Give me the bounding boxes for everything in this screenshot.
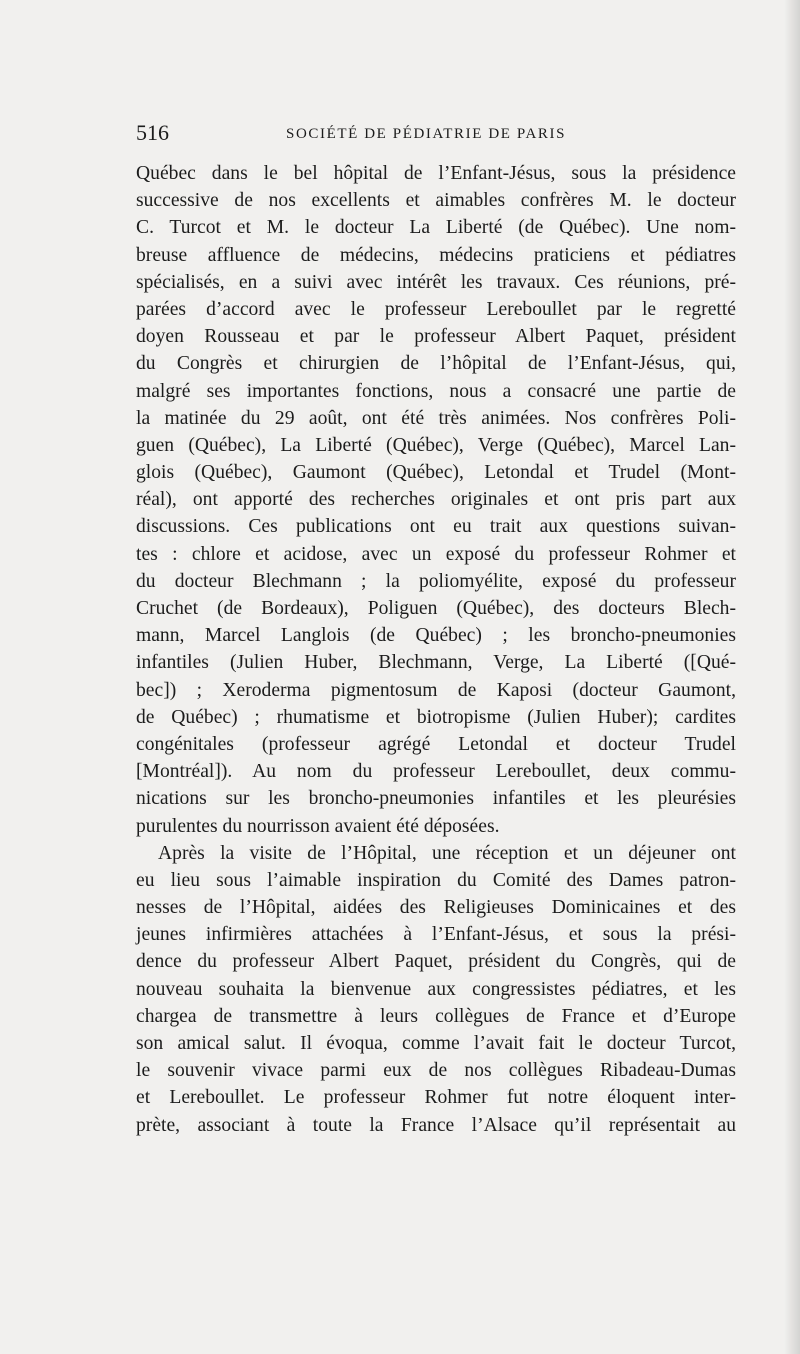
- text-line: purulentes du nourrisson avaient été déposées.: [136, 815, 500, 837]
- paragraph: [136, 160, 736, 840]
- text-line: son amical salut. Il évoqua, comme l’avait fait le docteur Turcot,: [136, 1033, 736, 1054]
- text-line: réal), ont apporté des recherches originales et ont pris part aux: [136, 489, 736, 511]
- text-line: breuse affluence de médecins, médecins praticiens et pédiatres: [136, 244, 736, 266]
- text-line: nouveau souhaita la bienvenue aux congressistes pédiatres, et les: [136, 978, 736, 1000]
- text-line: bec]) ; Xeroderma pigmentosum de Kaposi (docteur Gaumont,: [136, 679, 736, 701]
- text-line: nesses de l’Hôpital, aidées des Religieuses Dominicaines et des: [136, 897, 736, 919]
- page-number: 516: [136, 120, 169, 145]
- text-line: infantiles (Julien Huber, Blechmann, Verge, La Liberté ([Qué-: [136, 652, 736, 674]
- text-line: parées d’accord avec le professeur Lereboullet par le regretté: [136, 298, 736, 320]
- text-line: Cruchet (de Bordeaux), Poliguen (Québec), des docteurs Blech-: [136, 598, 736, 619]
- paragraph: [136, 840, 736, 1139]
- text-line: Québec dans le bel hôpital de l’Enfant-Jésus, sous la présidence: [136, 163, 736, 184]
- text-line: chargea de transmettre à leurs collègues de France et d’Europe: [136, 1005, 736, 1027]
- text-line: glois (Québec), Gaumont (Québec), Letondal et Trudel (Mont-: [136, 462, 736, 484]
- text-line: [Montréal]). Au nom du professeur Lereboullet, deux commu-: [136, 761, 736, 783]
- text-line: successive de nos excellents et aimables confrères M. le docteur: [136, 190, 736, 212]
- text-line: malgré ses importantes fonctions, nous a consacré une partie de: [136, 380, 736, 402]
- text-line: tes : chlore et acidose, avec un exposé du professeur Rohmer et: [136, 543, 736, 565]
- page-edge-shadow: [784, 0, 800, 1354]
- text-line: du Congrès et chirurgien de l’hôpital de l’Enfant-Jésus, qui,: [136, 353, 736, 375]
- text-line: Après la visite de l’Hôpital, une réception et un déjeuner ont: [158, 842, 736, 864]
- text-line: prète, associant à toute la France l’Alsace qu’il représentait au: [136, 1114, 736, 1136]
- text-line: du docteur Blechmann ; la poliomyélite, exposé du professeur: [136, 570, 736, 592]
- text-line: le souvenir vivace parmi eux de nos collègues Ribadeau-Dumas: [136, 1060, 736, 1082]
- text-line: eu lieu sous l’aimable inspiration du Comité des Dames patron-: [136, 869, 736, 891]
- body-text: [136, 160, 736, 1139]
- text-line: et Lereboullet. Le professeur Rohmer fut notre éloquent inter-: [136, 1087, 736, 1109]
- text-line: guen (Québec), La Liberté (Québec), Verge (Québec), Marcel Lan-: [136, 434, 736, 456]
- text-line: la matinée du 29 août, ont été très animées. Nos confrères Poli-: [136, 407, 736, 429]
- text-line: doyen Rousseau et par le professeur Albert Paquet, président: [136, 326, 736, 348]
- text-line: C. Turcot et M. le docteur La Liberté (de Québec). Une nom-: [136, 217, 736, 239]
- text-line: de Québec) ; rhumatisme et biotropisme (Julien Huber); cardites: [136, 706, 736, 728]
- text-line: discussions. Ces publications ont eu trait aux questions suivan-: [136, 516, 736, 538]
- text-line: mann, Marcel Langlois (de Québec) ; les broncho-pneumonies: [136, 625, 736, 647]
- text-line: congénitales (professeur agrégé Letondal et docteur Trudel: [136, 733, 736, 755]
- text-line: jeunes infirmières attachées à l’Enfant-Jésus, et sous la prési-: [136, 924, 736, 946]
- running-title: SOCIÉTÉ DE PÉDIATRIE DE PARIS: [286, 126, 567, 142]
- text-line: spécialisés, en a suivi avec intérêt les travaux. Ces réunions, pré-: [136, 271, 736, 293]
- text-line: nications sur les broncho-pneumonies infantiles et les pleurésies: [136, 788, 736, 810]
- text-line: dence du professeur Albert Paquet, président du Congrès, qui de: [136, 951, 736, 973]
- page-header: [136, 120, 736, 150]
